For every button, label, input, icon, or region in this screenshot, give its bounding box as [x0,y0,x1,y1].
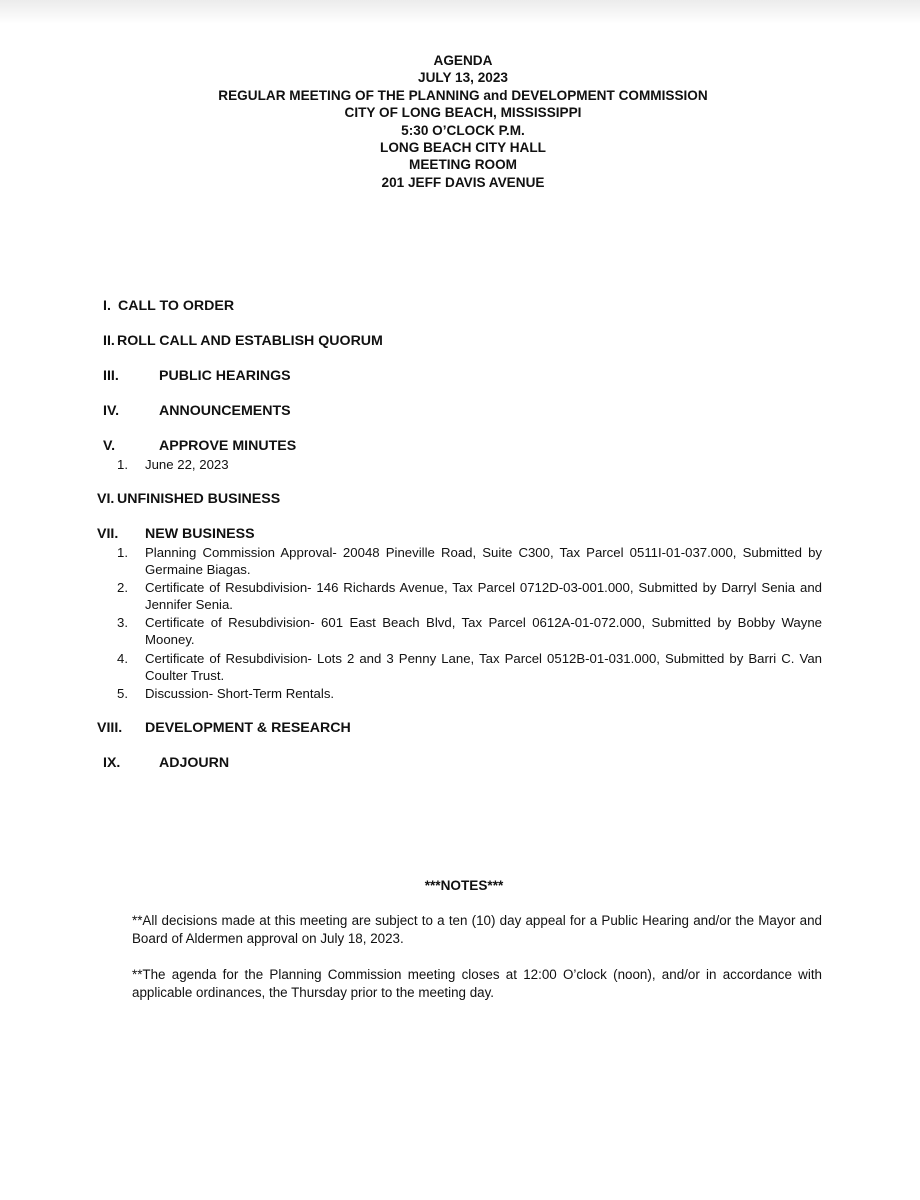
header-line: 5:30 O’CLOCK P.M. [401,122,525,138]
section-number: VII. [97,526,119,542]
list-item-text: June 22, 2023 [145,457,229,472]
list-item-number: 1. [117,545,128,560]
section-public-hearings [103,368,291,385]
section-development-research [97,720,351,737]
section-title: ADJOURN [159,755,230,771]
section-title: NEW BUSINESS [145,526,255,542]
header-line: JULY 13, 2023 [418,70,508,86]
list-item-text: Certificate of Resubdivision- Lots 2 and 3 Penny Lane, Tax Parcel 0512B-01-031.000, Submitted by Barri C. Van Coulter Trust. [145,651,822,683]
section-number: I. [103,298,111,314]
section-title: UNFINISHED BUSINESS [117,491,281,507]
agenda-header [0,52,920,191]
header-line: 201 JEFF DAVIS AVENUE [381,174,545,190]
note-paragraph: **The agenda for the Planning Commission meeting closes at 12:00 O’clock (noon), and/or in accordance with applicable ordinances, the Thursday prior to the meeting day. [132,967,822,1000]
list-item [117,456,822,473]
note-paragraph: **All decisions made at this meeting are subject to a ten (10) day appeal for a Public Hearing and/or the Mayor and Board of Aldermen approval on July 18, 2023. [132,913,822,946]
section-new-business [97,526,255,543]
list-item-number: 1. [117,457,128,472]
section-title: DEVELOPMENT & RESEARCH [145,720,351,736]
header-line: REGULAR MEETING OF THE PLANNING and DEVELOPMENT COMMISSION [218,87,708,103]
page-top-shadow [0,0,920,24]
section-number: III. [103,368,119,384]
section-roll-call [103,333,383,350]
section-number: IX. [103,755,121,771]
header-line: CITY OF LONG BEACH, MISSISSIPPI [344,105,582,121]
section-number: IV. [103,403,120,419]
list-item-text: Certificate of Resubdivision- 146 Richards Avenue, Tax Parcel 0712D-03-001.000, Submitted by Darryl Senia and Jennifer Senia. [145,580,822,612]
section-title: APPROVE MINUTES [159,438,297,454]
list-item-text: Planning Commission Approval- 20048 Pineville Road, Suite C300, Tax Parcel 0511I-01-037.000, Submitted by Germaine Biagas. [145,545,822,577]
list-item [117,650,822,684]
section-announcements [103,403,291,420]
section-number: VI. [97,491,115,507]
section-title: PUBLIC HEARINGS [159,368,291,384]
list-item-number: 5. [117,686,128,701]
list-item-number: 2. [117,580,128,595]
section-title: ANNOUNCEMENTS [159,403,291,419]
section-adjourn [103,755,230,772]
header-line: LONG BEACH CITY HALL [380,140,546,156]
header-line: AGENDA [433,53,493,68]
list-item-number: 4. [117,651,128,666]
list-item [117,579,822,613]
section-call-to-order [103,298,235,315]
list-item [117,544,822,578]
list-item-number: 3. [117,615,128,630]
header-line: MEETING ROOM [409,157,517,173]
section-number: V. [103,438,116,454]
section-unfinished-business [97,491,281,508]
section-number: II. [103,333,115,349]
list-item-text: Discussion- Short-Term Rentals. [145,686,335,701]
list-item [117,614,822,648]
section-number: VIII. [97,720,123,736]
list-item [117,685,822,702]
section-title: CALL TO ORDER [118,298,235,314]
section-approve-minutes [103,438,297,455]
notes-title: ***NOTES*** [424,878,504,893]
list-item-text: Certificate of Resubdivision- 601 East Beach Blvd, Tax Parcel 0612A-01-072.000, Submitted by Bobby Wayne Mooney. [145,615,822,647]
section-title: ROLL CALL AND ESTABLISH QUORUM [117,333,383,349]
